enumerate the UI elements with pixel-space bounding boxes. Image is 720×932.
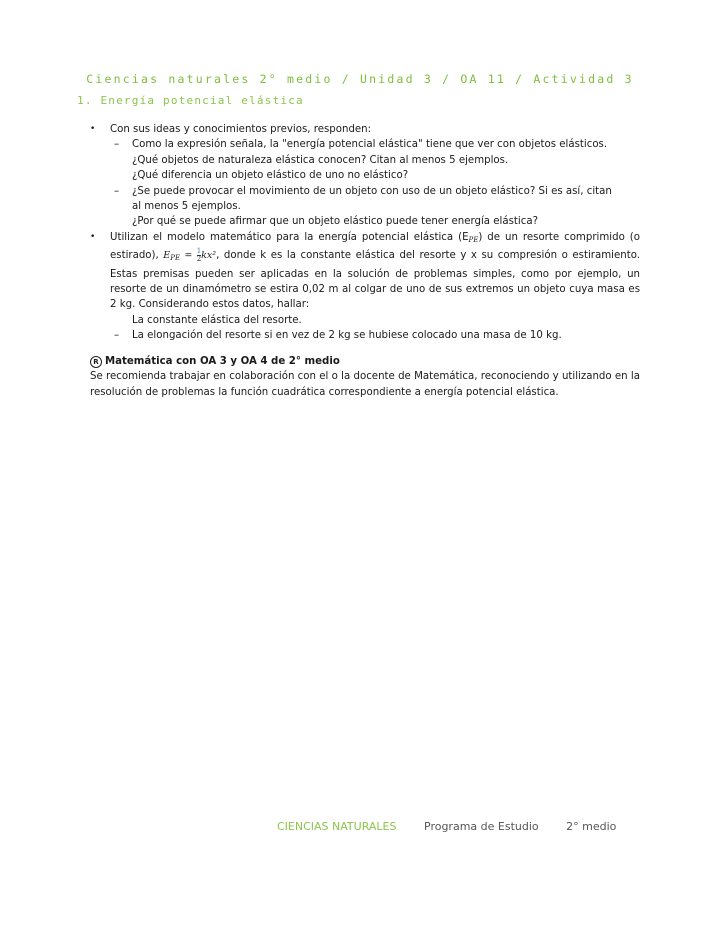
question-text: al menos 5 ejemplos. [132,201,241,213]
model-text: estirado), [110,250,159,262]
list-item-previous-knowledge [90,122,640,137]
section-title: 1. Energía potencial elástica [77,94,304,107]
footer-grade: 2° medio [566,820,617,833]
model-text: ) de un resorte comprimido (o [478,231,640,243]
page-footer [277,820,616,833]
question-elastic-objects [90,137,640,183]
fraction-numerator: 1 [196,247,202,256]
fraction-denominator: 2 [196,255,202,264]
subquestion-constant [90,313,640,328]
question-text: – ¿Se puede provocar el movimiento de un objeto con uso de un objeto elástico? Si es así, citan [132,185,612,197]
question-text: ¿Por qué se puede afirmar que un objeto elástico puede tener energía elástica? [132,216,538,228]
question-text: ¿Qué objetos de naturaleza elástica conocen? Citan al menos 5 ejemplos. [132,154,509,166]
model-text: Utilizan el modelo matemático para la energía potencial elástica (E [110,231,469,243]
subquestion-elongation [90,328,640,343]
question-movement [90,184,640,230]
elastic-energy-formula [163,247,217,264]
subscript: PE [468,235,479,244]
question-text: – Como la expresión señala, la "energía potencial elástica" tiene que ver con objetos elásticos. [132,139,608,151]
note-title-text: Matemática con OA 3 y OA 4 de 2° medio [105,355,340,367]
activity-content [90,122,640,400]
footer-subject: CIENCIAS NATURALES [277,820,397,833]
registered-circle-icon: R [90,356,102,368]
formula-rhs: kx² [201,250,217,262]
formula-lhs: E [163,250,171,262]
list-item-math-model [90,230,640,313]
note-title [90,354,640,369]
activity-list [90,122,640,344]
note-body: Se recomienda trabajar en colaboración con el o la docente de Matemática, reconociendo y utilizando en la resolución de problemas la función cuadrática correspondiente a energía potencial elástica. [90,371,640,398]
breadcrumb: Ciencias naturales 2° medio / Unidad 3 / OA 11 / Actividad 3 [86,72,634,86]
formula-equals: = [180,250,197,262]
math-connection-note [90,354,640,400]
question-text: ¿Qué diferencia un objeto elástico de uno no elástico? [132,170,409,182]
subquestion-text: – La elongación del resorte si en vez de 2 kg se hubiese colocado una masa de 10 kg. [132,330,562,342]
subquestion-text: La constante elástica del resorte. [132,314,302,326]
formula-subscript: PE [170,254,181,263]
footer-program: Programa de Estudio [424,820,539,833]
item-intro: • Con sus ideas y conocimientos previos, responden: [110,124,372,135]
model-text: , donde k es la constante elástica del resorte y x su compresión o [216,250,568,262]
model-text: estiramiento. Estas premisas pueden ser aplicadas en la solución de problemas simples, como por ejemplo, un resorte de un dinamómetro se estira 0,02 m al colgar de uno de sus extremos un objeto cuya masa es 2 kg. Considerando estos datos, hallar: [110,250,640,311]
